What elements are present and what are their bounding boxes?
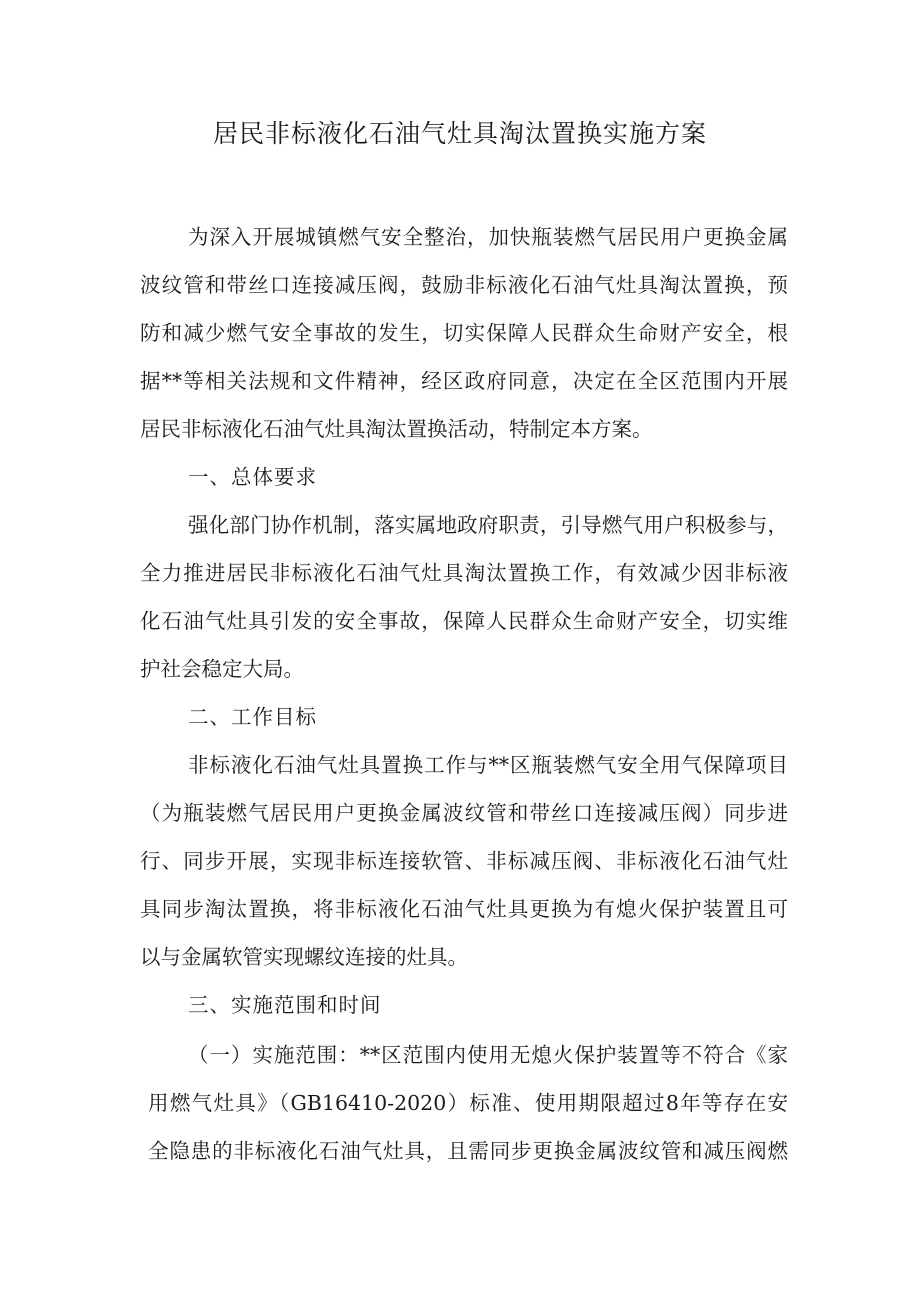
- intro-line: 波纹管和带丝口连接减压阀，鼓励非标液化石油气灶具淘汰置换，预: [140, 273, 788, 297]
- section-line: 强化部门协作机制，落实属地政府职责，引导燃气用户积极参与，: [188, 513, 788, 537]
- section-line: 非标液化石油气灶具置换工作与**区瓶装燃气安全用气保障项目: [188, 753, 788, 777]
- section-line: 以与金属软管实现螺纹连接的灶具。: [140, 945, 468, 969]
- intro-line: 为深入开展城镇燃气安全整治，加快瓶装燃气居民用户更换金属: [188, 225, 788, 249]
- section-line: 行、同步开展，实现非标连接软管、非标减压阀、非标液化石油气灶: [140, 849, 788, 873]
- section-heading: 三、实施范围和时间: [188, 993, 382, 1017]
- section-heading: 一、总体要求: [188, 465, 317, 489]
- section-line: 全隐患的非标液化石油气灶具，且需同步更换金属波纹管和减压阀燃: [148, 1139, 788, 1163]
- section-line: 全力推进居民非标液化石油气灶具淘汰置换工作，有效减少因非标液: [140, 561, 788, 585]
- section-heading: 二、工作目标: [188, 705, 317, 729]
- intro-line: 居民非标液化石油气灶具淘汰置换活动，特制定本方案。: [140, 417, 653, 441]
- intro-line: 据**等相关法规和文件精神，经区政府同意，决定在全区范围内开展: [140, 369, 788, 393]
- intro-line: 防和减少燃气安全事故的发生，切实保障人民群众生命财产安全，根: [140, 321, 788, 345]
- section-line: 具同步淘汰置换，将非标液化石油气灶具更换为有熄火保护装置且可: [140, 897, 788, 921]
- section-line: 用燃气灶具》（GB16410-2020）标准、使用期限超过8年等存在安: [148, 1091, 788, 1115]
- document-title: 居民非标液化石油气灶具淘汰置换实施方案: [212, 119, 707, 148]
- section-line: （为瓶装燃气居民用户更换金属波纹管和带丝口连接减压阀）同步进: [140, 801, 788, 825]
- section-line: 化石油气灶具引发的安全事故，保障人民群众生命财产安全，切实维: [140, 609, 788, 633]
- section-line: （一）实施范围：**区范围内使用无熄火保护装置等不符合《家: [188, 1043, 788, 1067]
- section-line: 护社会稳定大局。: [140, 657, 304, 681]
